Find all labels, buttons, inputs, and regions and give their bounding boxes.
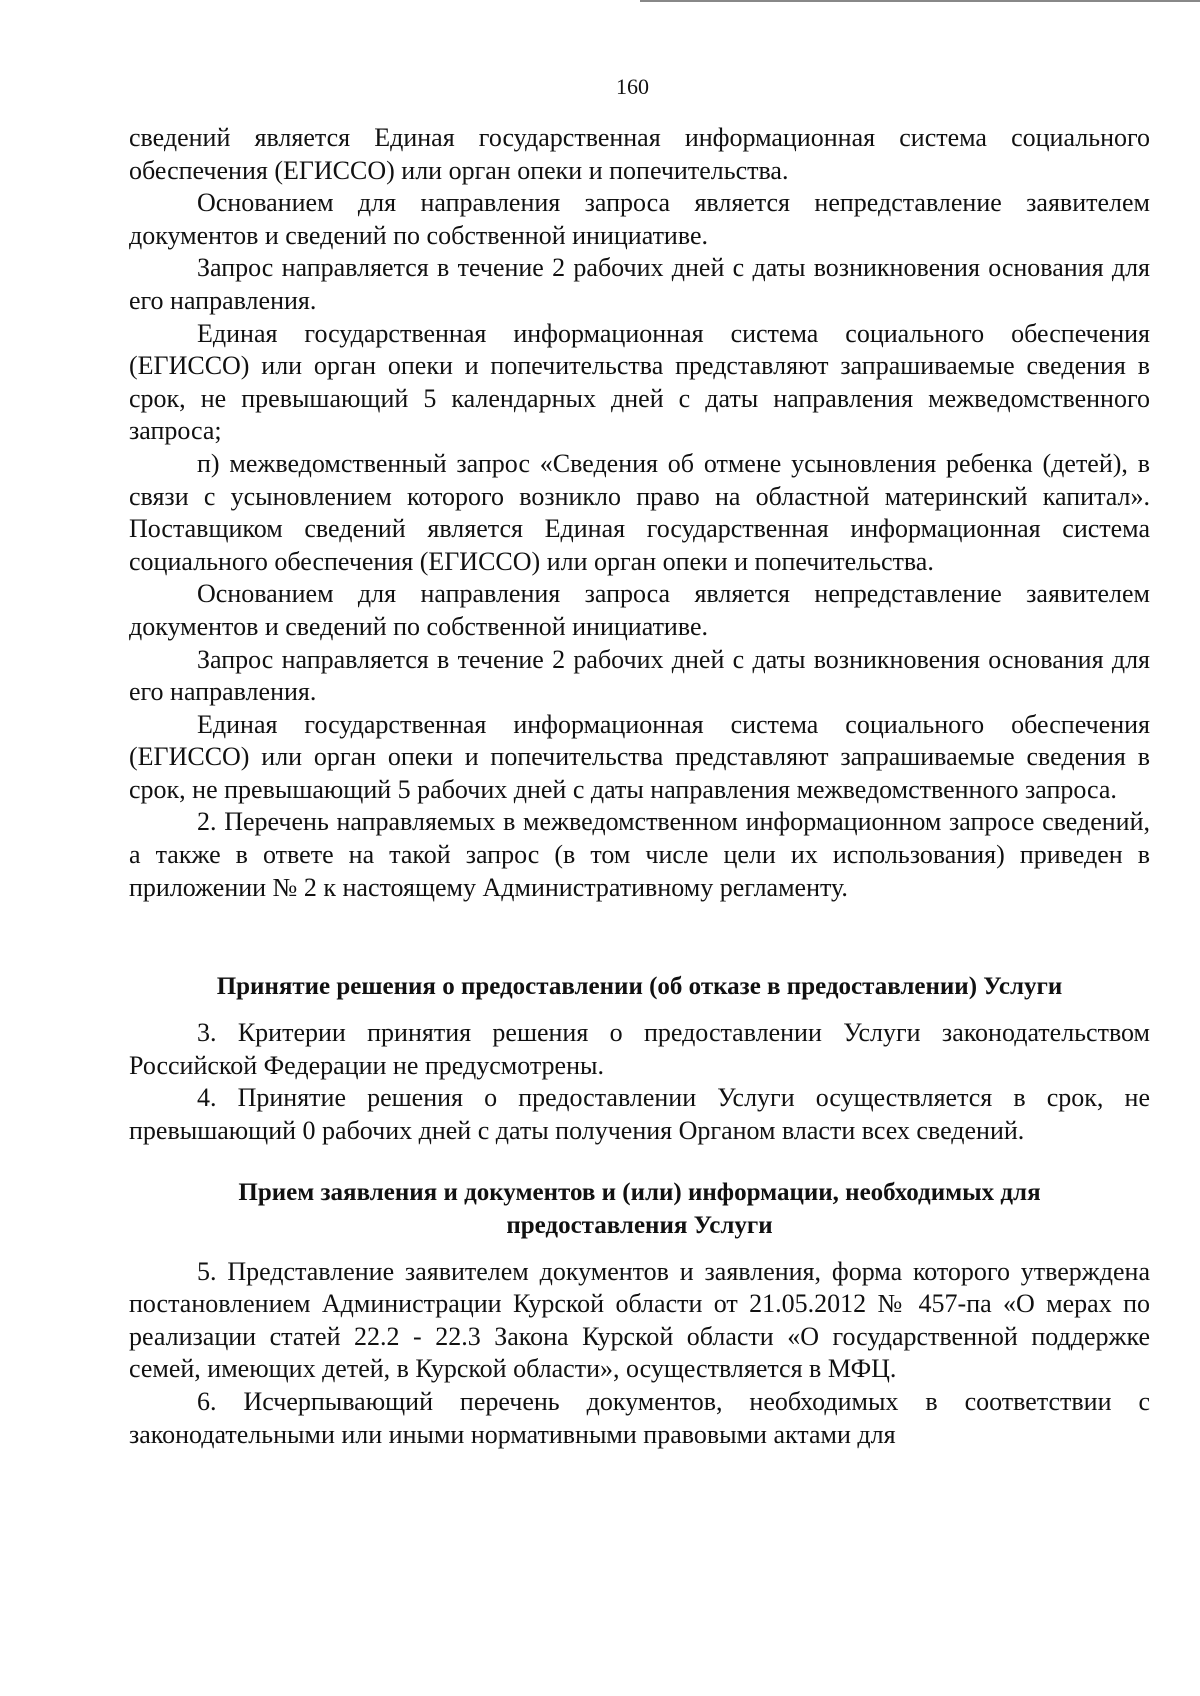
paragraph: 4. Принятие решения о предоставлении Услуги осуществляется в срок, не превышающий 0 рабочих дней с даты получения Органом власти всех сведений. xyxy=(129,1083,1150,1146)
paragraph: сведений является Единая государственная информационная система социального обеспечения (ЕГИССО) или орган опеки и попечительства. xyxy=(129,123,1150,185)
paragraph: Основанием для направления запроса является непредставление заявителем документов и сведений по собственной инициативе. xyxy=(129,188,1150,250)
section-heading-line: Прием заявления и документов и (или) информации, необходимых для xyxy=(238,1178,1041,1206)
top-border-line xyxy=(640,0,1200,2)
paragraph: Запрос направляется в течение 2 рабочих дней с даты возникновения основания для его направления. xyxy=(129,644,1150,707)
paragraph: 3. Критерии принятия решения о предоставлении Услуги законодательством Российской Федерации не предусмотрены. xyxy=(129,1018,1150,1080)
paragraph: Единая государственная информационная система социального обеспечения (ЕГИССО) или орган опеки и попечительства представляют запрашиваемые сведения в срок, не превышающий 5 календарных дней с даты направления межведомственного запроса; xyxy=(129,318,1150,446)
paragraph: 5. Представление заявителем документов и заявления, форма которого утверждена постановлением Администрации Курской области от 21.05.2012 № 457-па «О мерах по реализации статей 22.2 - 22.3 Закона Курской области «О государственной поддержке семей, имеющих детей, в Курской области», осуществляется в МФЦ. xyxy=(129,1256,1150,1384)
document-body xyxy=(129,122,1150,1451)
paragraph: 6. Исчерпывающий перечень документов, необходимых в соответствии с законодательными или иными нормативными правовыми актами для xyxy=(129,1387,1150,1449)
paragraph: Основанием для направления запроса является непредставление заявителем документов и сведений по собственной инициативе. xyxy=(129,579,1150,641)
paragraph: Запрос направляется в течение 2 рабочих дней с даты возникновения основания для его направления. xyxy=(129,253,1150,315)
paragraph: Единая государственная информационная система социального обеспечения (ЕГИССО) или орган опеки и попечительства представляют запрашиваемые сведения в срок, не превышающий 5 рабочих дней с даты направления межведомственного запроса. xyxy=(129,709,1150,804)
paragraph: 2. Перечень направляемых в межведомственном информационном запросе сведений, а также в ответе на такой запрос (в том числе цели их использования) приведен в приложении № 2 к настоящему Административному регламенту. xyxy=(129,807,1150,902)
section-heading xyxy=(129,1176,1150,1242)
section-heading-line: предоставления Услуги xyxy=(506,1211,773,1239)
section-heading: Принятие решения о предоставлении (об отказе в предоставлении) Услуги xyxy=(216,973,1063,1001)
page-number: 160 xyxy=(616,74,649,99)
paragraph: п) межведомственный запрос «Сведения об отмене усыновления ребенка (детей), в связи с усыновлением которого возникло право на областной материнский капитал». Поставщиком сведений является Единая государственная информационная система социального обеспечения (ЕГИССО) или орган опеки и попечительства. xyxy=(129,448,1150,576)
